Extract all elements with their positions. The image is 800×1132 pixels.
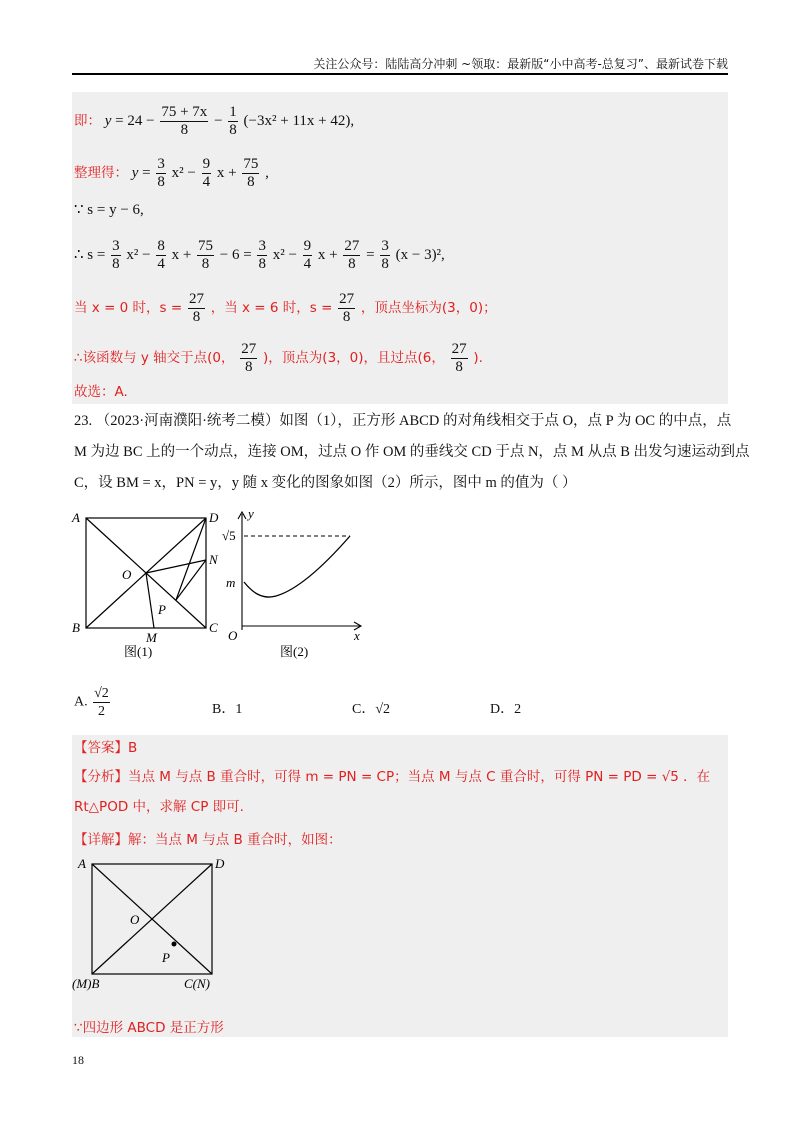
figure-3-square <box>70 854 230 994</box>
choice-A: A. $\frac{√2}{2}$ <box>74 686 109 719</box>
solution-line-6: ∴该函数与 y 轴交于点(0， $\frac{27}{8}$ )，顶点为(3，0)，且过点(6， $\frac{27}{8}$ ). <box>74 341 483 375</box>
label-A: A <box>72 510 80 525</box>
choice-D: D．2 <box>490 702 522 717</box>
choice-B: B．1 <box>212 702 243 717</box>
solution-line-4: ∴ s = $\frac{3}{8}$ x² − $\frac{8}{4}$ x + $\frac{75}{8}$ − 6 = $\frac{3}{8}$ x² − $\frac{9}{4}$ x + $\frac{27}{8}$ = $\frac{3}{8}$ (x − 3)², <box>74 238 445 272</box>
solution-line-1: 即： y = 24 − $\frac{75 + 7x}{8}$ − $\frac{1}{8}$ (−3x² + 11x + 42), <box>74 104 355 138</box>
label-CN: C(N) <box>184 976 210 991</box>
question-line-2: M 为边 BC 上的一个动点，连接 OM，过点 O 作 OM 的垂线交 CD 于点 N，点 M 从点 B 出发匀速运动到点 <box>74 444 750 460</box>
since-line: ∵四边形 ABCD 是正方形 <box>74 1020 224 1036</box>
figure-1-square <box>70 508 220 660</box>
point-P <box>172 942 177 947</box>
solution-line-7: 故选：A. <box>74 384 128 400</box>
label-C: C <box>209 620 218 635</box>
axis-y-label: y <box>248 508 254 521</box>
question-line-3: C，设 BM = x，PN = y，y 随 x 变化的图象如图（2）所示，图中 m 的值为（ ） <box>74 475 577 491</box>
origin-label: O <box>228 628 238 643</box>
analysis-line-2: Rt△POD 中，求解 CP 即可. <box>74 799 244 815</box>
label-P: P <box>162 950 170 965</box>
choice-C: C．√2 <box>352 702 391 717</box>
label-O: O <box>130 912 140 927</box>
label-O: O <box>122 567 132 582</box>
label-N: N <box>209 552 218 567</box>
label-A: A <box>78 856 86 871</box>
label-M: M <box>146 630 157 645</box>
axis-x-label: x <box>354 628 360 643</box>
label-P: P <box>158 602 166 617</box>
solution-line-5: 当 x = 0 时，s = $\frac{27}{8}$ ，当 x = 6 时，s = $\frac{27}{8}$ ，顶点坐标为(3，0)； <box>74 291 497 325</box>
header-rule <box>72 73 728 75</box>
question-line-1: 23. （2023·河南濮阳·统考二模）如图（1），正方形 ABCD 的对角线相交于点 O，点 P 为 OC 的中点，点 <box>74 413 732 429</box>
figure-2-caption: 图(2) <box>280 644 309 659</box>
analysis-line-1: 【分析】当点 M 与点 B 重合时，可得 m = PN = CP；当点 M 与点 C 重合时，可得 PN = PD = √5 ．在 <box>74 769 711 785</box>
page-header: 关注公众号：陆陆高分冲刺 ~领取：最新版“小中高考-总复习”、最新试卷下载 <box>313 57 728 71</box>
label-B: B <box>72 620 80 635</box>
figure-2-graph <box>222 508 372 660</box>
figure-1-caption: 图(1) <box>124 644 153 659</box>
solution-line-3: ∵ s = y − 6, <box>74 202 144 218</box>
answer-line: 【答案】B <box>74 740 138 756</box>
label-D: D <box>215 856 225 871</box>
label-MB: (M)B <box>72 976 100 991</box>
page-number: 18 <box>72 1053 84 1067</box>
sqrt5-label: √5 <box>222 528 236 543</box>
detail-line-1: 【详解】解：当点 M 与点 B 重合时，如图： <box>74 832 342 848</box>
label-D: D <box>209 510 219 525</box>
solution-line-2: 整理得： y = $\frac{3}{8}$ x² − $\frac{9}{4}$ x + $\frac{75}{8}$ , <box>74 156 269 190</box>
m-label: m <box>226 575 236 590</box>
